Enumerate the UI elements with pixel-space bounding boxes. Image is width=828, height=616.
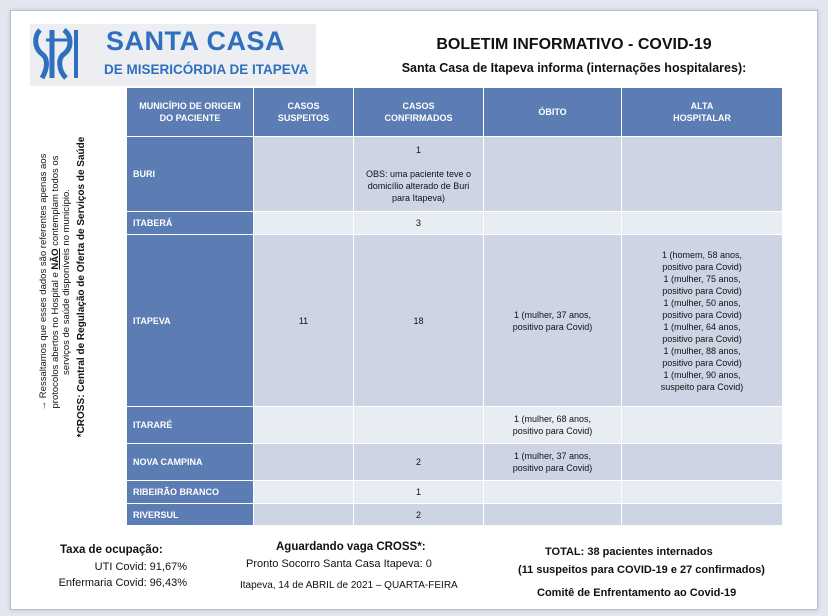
santa-casa-logo [30, 24, 316, 86]
header-alta: ALTA HOSPITALAR [622, 88, 783, 137]
total-breakdown: (11 suspeitos para COVID-19 e 27 confirmados) [518, 564, 765, 576]
confirmados-cell: 2 [354, 504, 484, 526]
table-row [127, 444, 783, 481]
table-row [127, 407, 783, 444]
cross-definition-note: *CROSS: Central de Regulação de Oferta de Serviços de Saúde [76, 136, 87, 438]
table-row [127, 235, 783, 407]
header-suspeitos: CASOS SUSPEITOS [254, 88, 354, 137]
awaiting-title: Aguardando vaga CROSS*: [276, 541, 426, 553]
municipio-cell: ITARARÉ [127, 407, 254, 444]
confirmados-cell: 1 OBS: uma paciente teve o domicílio alterado de Buri para Itapeva) [354, 137, 484, 212]
municipio-cell: RIBEIRÃO BRANCO [127, 481, 254, 504]
ward-occupancy: Enfermaria Covid: 96,43% [58, 577, 187, 589]
obito-cell: 1 (mulher, 68 anos, positivo para Covid) [484, 407, 622, 444]
confirmados-cell [354, 407, 484, 444]
santa-casa-emblem-icon [32, 26, 86, 82]
obito-cell [484, 212, 622, 235]
obito-cell [484, 137, 622, 212]
obito-cell: 1 (mulher, 37 anos, positivo para Covid) [484, 235, 622, 407]
suspeitos-cell [254, 504, 354, 526]
alta-cell [622, 137, 783, 212]
disclaimer-line-2-start: protocolos abertos no Hospital e [49, 269, 61, 409]
bulletin-title: BOLETIM INFORMATIVO - COVID-19 [436, 36, 712, 53]
confirmados-cell: 3 [354, 212, 484, 235]
table-row [127, 212, 783, 235]
logo-title: SANTA CASA [106, 26, 285, 56]
table-row [127, 504, 783, 526]
hospitalization-table [126, 87, 783, 526]
disclaimer-line-3: serviços de saúde disponíveis no município. [61, 189, 72, 375]
disclaimer-line-2 [50, 132, 62, 432]
alta-cell [622, 504, 783, 526]
confirmados-cell: 18 [354, 235, 484, 407]
suspeitos-cell [254, 137, 354, 212]
total-patients: TOTAL: 38 pacientes internados [545, 546, 713, 558]
confirmados-cell: 1 [354, 481, 484, 504]
bulletin-subtitle: Santa Casa de Itapeva informa (internações hospitalares): [401, 61, 747, 75]
occupancy-title: Taxa de ocupação: [60, 544, 163, 556]
alta-cell [622, 407, 783, 444]
table-header-row [127, 88, 783, 137]
municipio-cell: RIVERSUL [127, 504, 254, 526]
header-municipio: MUNICÍPIO DE ORIGEM DO PACIENTE [127, 88, 254, 137]
suspeitos-cell: 11 [254, 235, 354, 407]
municipio-cell: ITAPEVA [127, 235, 254, 407]
data-disclaimer-note [38, 132, 73, 432]
suspeitos-cell [254, 407, 354, 444]
disclaimer-line-1: → Ressaltamos que esses dados são referentes apenas aos [38, 153, 49, 411]
table-row [127, 137, 783, 212]
alta-cell [622, 212, 783, 235]
occupancy-block [60, 544, 163, 556]
committee-signature: Comitê de Enfrentamento ao Covid-19 [537, 587, 737, 599]
confirmados-cell: 2 [354, 444, 484, 481]
obito-cell [484, 481, 622, 504]
obito-cell [484, 504, 622, 526]
obito-cell: 1 (mulher, 37 anos, positivo para Covid) [484, 444, 622, 481]
suspeitos-cell [254, 481, 354, 504]
table-row [127, 481, 783, 504]
awaiting-count: Pronto Socorro Santa Casa Itapeva: 0 [246, 558, 432, 570]
alta-cell [622, 444, 783, 481]
header-obito: ÓBITO [484, 88, 622, 137]
municipio-cell: NOVA CAMPINA [127, 444, 254, 481]
municipio-cell: ITABERÁ [127, 212, 254, 235]
alta-cell: 1 (homem, 58 anos, positivo para Covid) 1 (mulher, 75 anos, positivo para Covid) 1 (mulher, 50 anos, positivo para Covid) 1 (mulher, 64 anos, positivo para Covid) 1 (mulher, 88 anos, positivo para Covid) 1 (mulher, 90 anos, suspeito para Covid) [622, 235, 783, 407]
disclaimer-line-2-end: contemplam todos os [49, 155, 61, 249]
uti-occupancy: UTI Covid: 91,67% [94, 561, 187, 573]
bulletin-date: Itapeva, 14 de ABRIL de 2021 – QUARTA-FEIRA [240, 580, 458, 591]
header-confirmados: CASOS CONFIRMADOS [354, 88, 484, 137]
municipio-cell: BURI [127, 137, 254, 212]
alta-cell [622, 481, 783, 504]
suspeitos-cell [254, 212, 354, 235]
suspeitos-cell [254, 444, 354, 481]
logo-subtitle: DE MISERICÓRDIA DE ITAPEVA [104, 62, 309, 77]
disclaimer-emphasis: NÃO [49, 248, 61, 270]
